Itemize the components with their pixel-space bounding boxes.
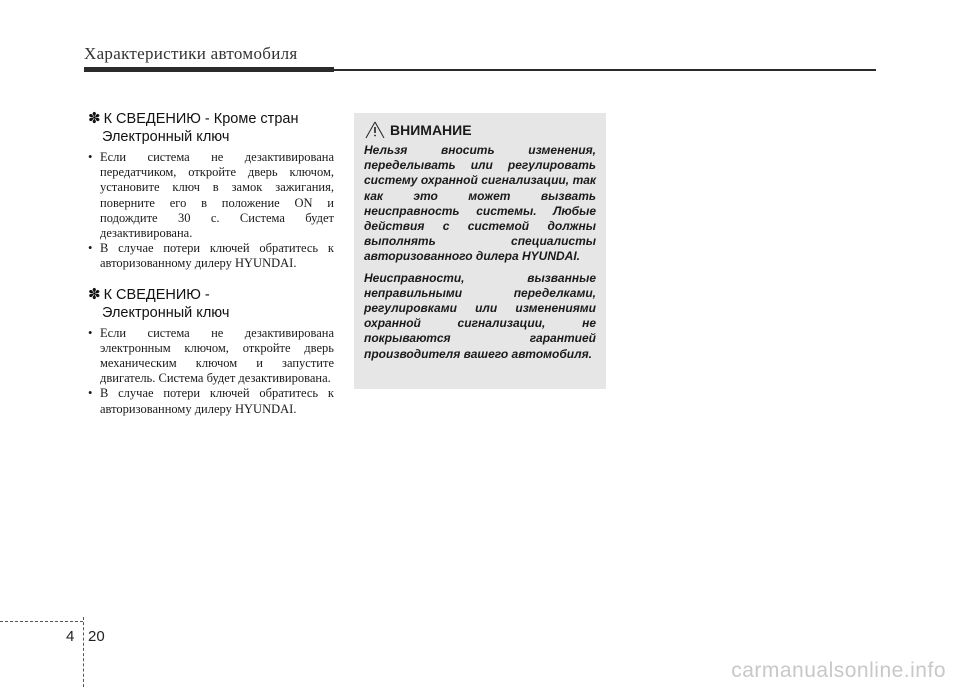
list-item: • Если система не дезактивирована электронным ключом, откройте дверь механическим ключом и запустите двигатель. Система будет дезактивирована. — [88, 326, 334, 387]
note-heading-subline: Электронный ключ — [102, 129, 230, 145]
list-item: • В случае потери ключей обратитесь к авторизованному дилеру HYUNDAI. — [88, 386, 334, 416]
watermark-text: carmanualsonline.info — [731, 659, 946, 682]
warning-box — [354, 113, 606, 389]
note-bullet-list-2 — [88, 326, 334, 417]
list-item: • Если система не дезактивирована передатчиком, откройте дверь ключом, установите ключ в замок зажигания, поверните его в положение ON и подождите 30 с. Система будет дезактивирована. — [88, 150, 334, 241]
note-star-icon: ✽ — [88, 110, 101, 127]
warning-heading — [364, 121, 596, 139]
header-rule-thin — [334, 69, 876, 71]
note-heading-line: К СВЕДЕНИЮ - Кроме стран — [103, 111, 299, 127]
note-heading-line: К СВЕДЕНИЮ - — [103, 286, 210, 303]
list-item: • В случае потери ключей обратитесь к авторизованному дилеру HYUNDAI. — [88, 241, 334, 271]
chapter-number: 4 — [66, 628, 75, 645]
page-header-title: Характеристики автомобиля — [84, 44, 298, 63]
note-heading-subline: Электронный ключ — [102, 304, 230, 321]
warning-triangle-icon — [364, 121, 386, 139]
footer-divider — [83, 617, 84, 687]
footer-rule — [0, 621, 83, 622]
note-section-2 — [88, 286, 334, 417]
page-number: 20 — [88, 628, 105, 645]
warning-paragraph-1: Нельзя вносить изменения, переделывать или регулировать систему охранной сигнализации, так как это может вызвать неисправность системы. Любые действия с системой должны выполнять специалисты авторизованного дилера HYUNDAI. — [364, 143, 596, 264]
left-column — [88, 110, 334, 431]
warning-title: ВНИМАНИЕ — [390, 122, 472, 138]
header-rule-thick — [84, 67, 334, 72]
warning-paragraph-2: Неисправности, вызванные неправильными переделками, регулировками или изменениями охранной сигнализации, не покрываются гарантией производителя вашего автомобиля. — [364, 270, 596, 361]
note-section-1 — [88, 110, 334, 272]
note-star-icon: ✽ — [88, 285, 101, 303]
note-bullet-list-1 — [88, 150, 334, 272]
note-heading-1 — [88, 110, 334, 146]
note-heading-2 — [88, 286, 334, 322]
